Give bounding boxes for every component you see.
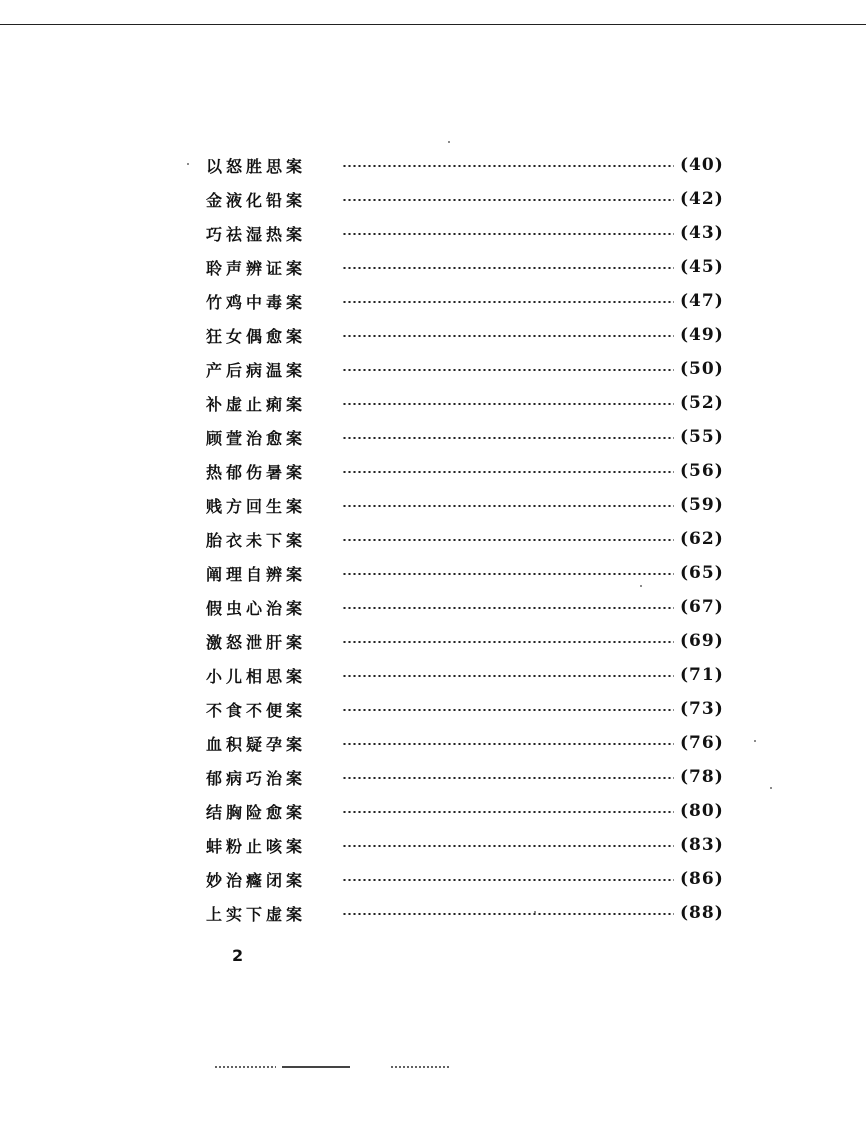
toc-entry [206,182,736,216]
dot-leader [342,811,674,813]
dot-leader [342,505,674,507]
entry-page-number: (52) [680,393,724,413]
scan-speck [754,740,756,742]
entry-page-number: (73) [680,699,724,719]
scan-artifact [390,1066,450,1068]
entry-page-number: (80) [680,801,724,821]
toc-entry [206,862,736,896]
entry-title: 不食不便案 [206,700,307,720]
top-rule [0,24,866,25]
dot-leader [342,879,674,881]
dot-leader [342,437,674,439]
dot-leader [342,743,674,745]
entry-title: 蚌粉止咳案 [206,836,307,856]
toc-entry [206,386,736,420]
scan-speck [187,163,189,165]
toc-entry [206,250,736,284]
entry-page-number: (69) [680,631,724,651]
dot-leader [342,233,674,235]
entry-page-number: (67) [680,597,724,617]
entry-page-number: (40) [680,155,724,175]
dot-leader [342,369,674,371]
toc-entry [206,726,736,760]
toc-entry [206,590,736,624]
entry-title: 金液化铅案 [206,190,307,210]
dot-leader [342,913,674,915]
toc-entry [206,284,736,318]
entry-title: 以怒胜思案 [206,156,307,176]
entry-title: 竹鸡中毒案 [206,292,307,312]
entry-title: 补虚止痢案 [206,394,307,414]
entry-title: 结胸险愈案 [206,802,307,822]
dot-leader [342,199,674,201]
dot-leader [342,777,674,779]
scan-speck [534,911,536,913]
toc-entry [206,896,736,930]
entry-title: 假虫心治案 [206,598,307,618]
entry-page-number: (42) [680,189,724,209]
table-of-contents [206,148,736,930]
dot-leader [342,641,674,643]
entry-title: 巧祛湿热案 [206,224,307,244]
scan-speck [770,787,772,789]
dot-leader [342,335,674,337]
entry-page-number: (50) [680,359,724,379]
toc-entry [206,794,736,828]
dot-leader [342,301,674,303]
entry-title: 阐理自辨案 [206,564,307,584]
dot-leader [342,539,674,541]
toc-entry [206,352,736,386]
toc-entry [206,692,736,726]
entry-page-number: (78) [680,767,724,787]
entry-title: 胎衣未下案 [206,530,307,550]
toc-entry [206,488,736,522]
entry-title: 产后病温案 [206,360,307,380]
toc-entry [206,522,736,556]
dot-leader [342,845,674,847]
dot-leader [342,607,674,609]
entry-page-number: (47) [680,291,724,311]
entry-page-number: (83) [680,835,724,855]
entry-page-number: (86) [680,869,724,889]
entry-page-number: (62) [680,529,724,549]
dot-leader [342,573,674,575]
toc-entry [206,828,736,862]
entry-title: 血积疑孕案 [206,734,307,754]
entry-page-number: (59) [680,495,724,515]
scan-artifact [214,1066,276,1068]
toc-entry [206,556,736,590]
entry-title: 上实下虚案 [206,904,307,924]
entry-page-number: (56) [680,461,724,481]
entry-title: 狂女偶愈案 [206,326,307,346]
entry-page-number: (71) [680,665,724,685]
dot-leader [342,165,674,167]
dot-leader [342,709,674,711]
entry-title: 妙治癃闭案 [206,870,307,890]
toc-entry [206,216,736,250]
dot-leader [342,267,674,269]
entry-page-number: (65) [680,563,724,583]
entry-page-number: (88) [680,903,724,923]
entry-title: 激怒泄肝案 [206,632,307,652]
dot-leader [342,675,674,677]
toc-entry [206,454,736,488]
entry-page-number: (55) [680,427,724,447]
entry-title: 小儿相思案 [206,666,307,686]
toc-entry [206,148,736,182]
entry-title: 聆声辨证案 [206,258,307,278]
scan-speck [640,585,642,587]
dot-leader [342,471,674,473]
toc-entry [206,760,736,794]
entry-title: 贱方回生案 [206,496,307,516]
toc-entry [206,658,736,692]
entry-page-number: (45) [680,257,724,277]
scan-artifact [282,1066,350,1068]
toc-entry [206,420,736,454]
entry-title: 郁病巧治案 [206,768,307,788]
entry-page-number: (43) [680,223,724,243]
page-number: 2 [232,946,244,965]
entry-title: 顾萱治愈案 [206,428,307,448]
entry-title: 热郁伤暑案 [206,462,307,482]
scan-speck [448,141,450,143]
entry-page-number: (76) [680,733,724,753]
dot-leader [342,403,674,405]
toc-entry [206,624,736,658]
toc-entry [206,318,736,352]
entry-page-number: (49) [680,325,724,345]
